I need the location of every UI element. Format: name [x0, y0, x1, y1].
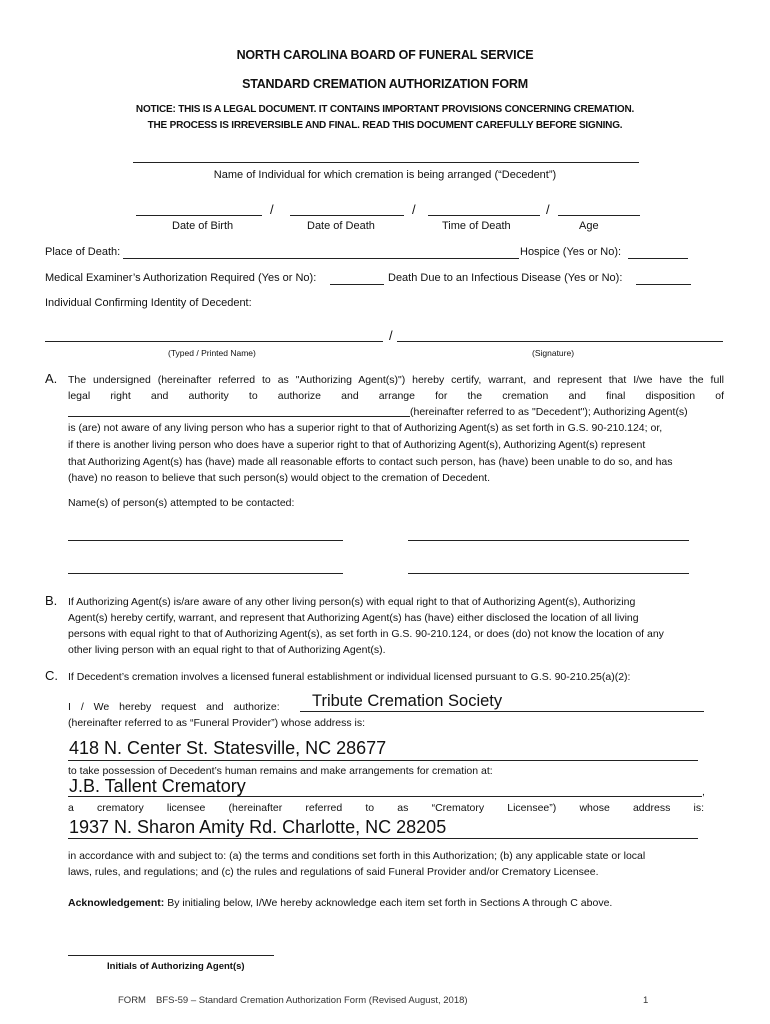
typed-name-label: (Typed / Printed Name) — [168, 348, 256, 358]
signature-label: (Signature) — [532, 348, 575, 358]
section-a-line-5: if there is another living person who does have a superior right to that of Authorizing Agent(s), Authorizing Agent(s) represent — [68, 439, 646, 451]
crematory-value[interactable]: J.B. Tallent Crematory — [69, 776, 246, 796]
section-b-line-4: other living person with an equal right to that of Authorizing Agent(s). — [68, 644, 386, 656]
section-a-line-2: legal right and authority to authorize and arrange for the cremation and final disposition of — [68, 390, 724, 402]
initials-label: Initials of Authorizing Agent(s) — [107, 961, 245, 972]
hospice-line[interactable] — [628, 258, 688, 259]
infectious-disease-line[interactable] — [636, 284, 691, 285]
contacted-line-3[interactable] — [68, 573, 343, 574]
notice-line-2: THE PROCESS IS IRREVERSIBLE AND FINAL. READ THIS DOCUMENT CAREFULLY BEFORE SIGNING. — [147, 120, 623, 131]
identity-name-line[interactable] — [45, 341, 383, 342]
age-label: Age — [579, 220, 599, 232]
contacted-line-4[interactable] — [408, 573, 689, 574]
accordance-line-1: in accordance with and subject to: (a) the terms and conditions set forth in this Authorization; (b) any applicable state or local — [68, 850, 646, 862]
section-a-line-7: (have) no reason to believe that such person(s) would object to the cremation of Decedent. — [68, 472, 490, 484]
acknowledgement-label: Acknowledgement: — [68, 897, 165, 909]
board-heading: NORTH CAROLINA BOARD OF FUNERAL SERVICE — [236, 48, 534, 62]
contacted-line-2[interactable] — [408, 540, 689, 541]
crematory-comma: , — [702, 786, 705, 798]
request-label: I / We hereby request and authorize: — [68, 701, 280, 713]
dod-label: Date of Death — [307, 220, 375, 232]
date-separator-2: / — [412, 202, 416, 217]
medical-examiner-line[interactable] — [330, 284, 384, 285]
identity-signature-line[interactable] — [397, 341, 723, 342]
possession-text: to take possession of Decedent’s human remains and make arrangements for cremation at: — [68, 765, 493, 777]
notice-line-1: NOTICE: THIS IS A LEGAL DOCUMENT. IT CONTAINS IMPORTANT PROVISIONS CONCERNING CREMATION. — [135, 104, 635, 115]
decedent-name-line[interactable] — [133, 162, 639, 163]
section-a-line-4: is (are) not aware of any living person who has a superior right to that of Authorizing Agent(s) as set forth in G.S. 90-210.124; or, — [68, 422, 663, 434]
crematory-address-line[interactable] — [68, 838, 698, 839]
place-of-death-line[interactable] — [123, 258, 519, 259]
page-number: 1 — [643, 995, 649, 1006]
section-a-line-1: The undersigned (hereinafter referred to as "Authorizing Agent(s)") hereby certify, warrant, and represent that I/we have the full — [68, 374, 724, 386]
form-title: STANDARD CREMATION AUTHORIZATION FORM — [242, 77, 528, 91]
section-b-label: B. — [45, 593, 58, 608]
infectious-disease-label: Death Due to an Infectious Disease (Yes or No): — [388, 272, 623, 284]
date-separator-1: / — [270, 202, 274, 217]
licensee-ref: a crematory licensee (hereinafter referred to as “Crematory Licensee”) whose address is: — [68, 802, 704, 814]
date-separator-3: / — [546, 202, 550, 217]
section-b-line-2: Agent(s) hereby certify, warrant, and represent that Authorizing Agent(s) has (have) either disclosed the location of all living — [68, 612, 639, 624]
funeral-provider-line[interactable] — [300, 711, 704, 712]
medical-examiner-label: Medical Examiner’s Authorization Required (Yes or No): — [45, 272, 317, 284]
acknowledgement-text: By initialing below, I/We hereby acknowledge each item set forth in Sections A through C above. — [167, 897, 613, 909]
dob-line[interactable] — [136, 215, 262, 216]
identity-label: Individual Confirming Identity of Decedent: — [45, 297, 252, 309]
contacted-line-1[interactable] — [68, 540, 343, 541]
accordance-line-2: laws, rules, and regulations; and (c) the rules and regulations of said Funeral Provider and/or Crematory Licensee. — [68, 866, 599, 878]
provider-ref: (hereinafter referred to as “Funeral Provider”) whose address is: — [68, 717, 366, 729]
section-b-line-3: persons with equal right to that of Authorizing Agent(s), as set forth in G.S. 90-210.124, or does (do) not know the location of any — [68, 628, 664, 640]
provider-address-value[interactable]: 418 N. Center St. Statesville, NC 28677 — [69, 738, 387, 758]
section-c-label: C. — [45, 668, 58, 683]
crematory-address-value[interactable]: 1937 N. Sharon Amity Rd. Charlotte, NC 28205 — [69, 817, 447, 837]
footer-form-label: FORM — [118, 995, 146, 1006]
decedent-name-label: Name of Individual for which cremation is being arranged (“Decedent”) — [213, 169, 557, 181]
tod-label: Time of Death — [442, 220, 511, 232]
place-of-death-label: Place of Death: — [45, 246, 121, 258]
section-c-intro: If Decedent’s cremation involves a licensed funeral establishment or individual licensed pursuant to G.S. 90-210.25(a)(2): — [68, 671, 631, 683]
funeral-provider-value[interactable]: Tribute Cremation Society — [312, 692, 503, 710]
section-a-line-6: that Authorizing Agent(s) has (have) made all reasonable efforts to contact such person, has (have) been unable to do so, and has — [68, 456, 673, 468]
contacted-label: Name(s) of person(s) attempted to be contacted: — [68, 497, 295, 509]
section-a-line-3: (hereinafter referred to as "Decedent"); Authorizing Agent(s) — [410, 406, 688, 418]
hospice-label: Hospice (Yes or No): — [520, 246, 622, 258]
dob-label: Date of Birth — [172, 220, 234, 232]
provider-address-line[interactable] — [68, 760, 698, 761]
footer-form-text: BFS-59 – Standard Cremation Authorization Form (Revised August, 2018) — [156, 995, 468, 1006]
tod-line[interactable] — [428, 215, 540, 216]
section-a-label: A. — [45, 371, 58, 386]
section-b-line-1: If Authorizing Agent(s) is/are aware of any other living person(s) with equal right to that of Authorizing Agent(s), Authorizing — [68, 596, 636, 608]
identity-separator: / — [389, 328, 393, 343]
initials-line[interactable] — [68, 955, 274, 956]
section-a-decedent-line[interactable] — [68, 416, 410, 417]
age-line[interactable] — [558, 215, 640, 216]
dod-line[interactable] — [290, 215, 404, 216]
